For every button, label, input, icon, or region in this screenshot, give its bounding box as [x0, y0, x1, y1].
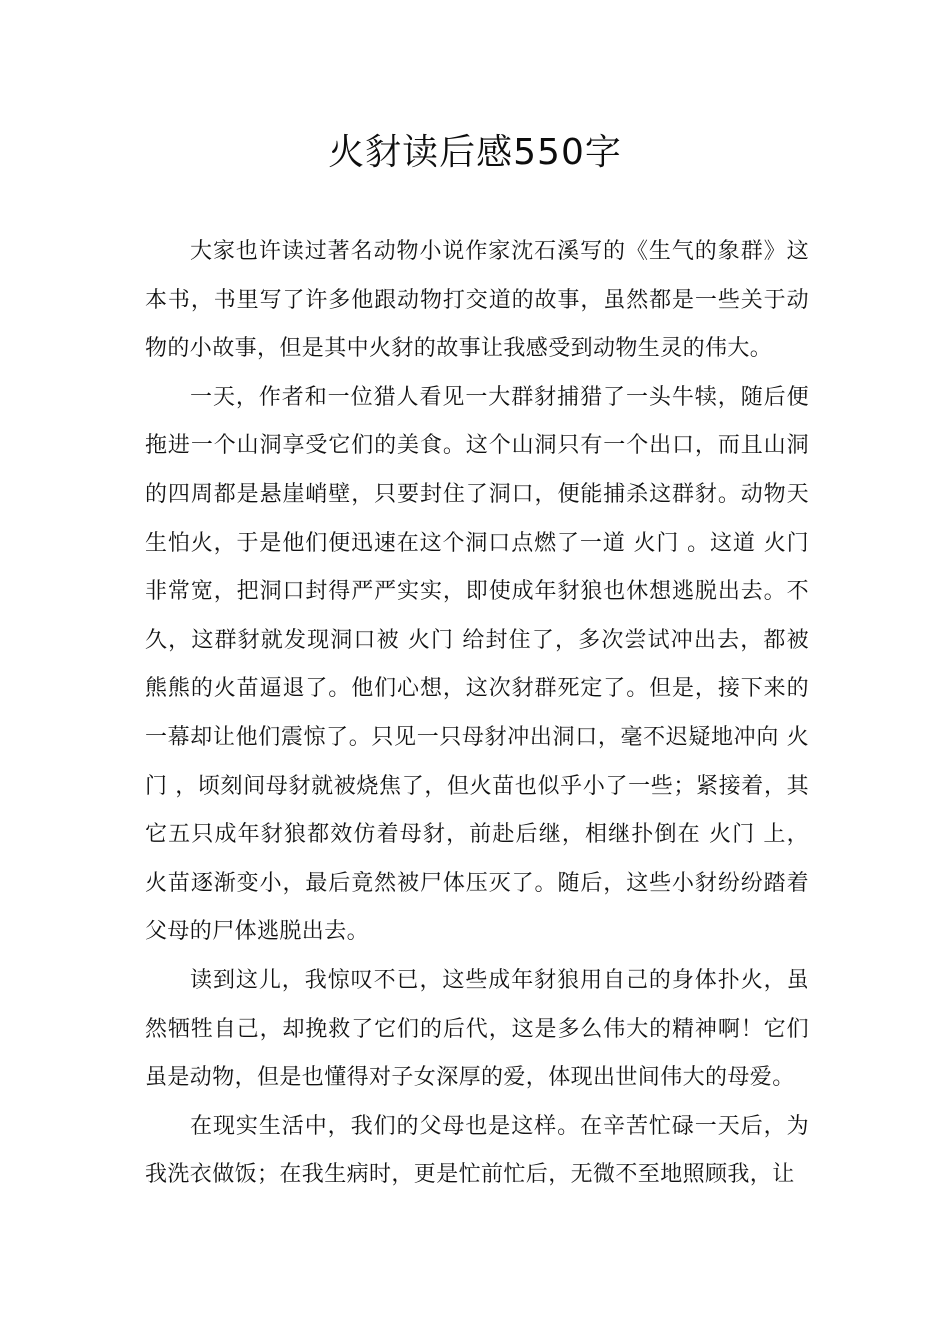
- paragraph-3: 读到这儿，我惊叹不已，这些成年豺狼用自己的身体扑火，虽然牺牲自己，却挽救了它们的后代，这是多么伟大的精神啊！它们虽是动物，但是也懂得对子女深厚的爱，体现出世间伟大的母爱。: [145, 967, 809, 1091]
- document-body: [145, 228, 809, 1200]
- paragraph-4: 在现实生活中，我们的父母也是这样。在辛苦忙碌一天后，为我洗衣做饭；在我生病时，更是忙前忙后，无微不至地照顾我，让: [145, 1113, 809, 1188]
- paragraph-1: 大家也许读过著名动物小说作家沈石溪写的《生气的象群》这本书，书里写了许多他跟动物打交道的故事，虽然都是一些关于动物的小故事，但是其中火豺的故事让我感受到动物生灵的伟大。: [145, 239, 809, 362]
- paragraph-2: 一天，作者和一位猎人看见一大群豺捕猎了一头牛犊，随后便拖进一个山洞享受它们的美食。这个山洞只有一个出口，而且山洞的四周都是悬崖峭壁，只要封住了洞口，便能捕杀这群豺。动物天生怕火，于是他们便迅速在这个洞口点燃了一道 火门 。这道 火门非常宽，把洞口封得严严实实，即使成年豺狼也休想逃脱出去。不久，这群豺就发现洞口被 火门 给封住了，多次尝试冲出去，都被熊熊的火苗逼退了。他们心想，这次豺群死定了。但是，接下来的一幕却让他们震惊了。只见一只母豺冲出洞口，毫不迟疑地冲向 火门 ，顷刻间母豺就被烧焦了，但火苗也似乎小了一些；紧接着，其它五只成年豺狼都效仿着母豺，前赴后继，相继扑倒在 火门 上，火苗逐渐变小，最后竟然被尸体压灭了。随后，这些小豺纷纷踏着父母的尸体逃脱出去。: [145, 384, 809, 945]
- document-title: 火豺读后感550字: [328, 132, 622, 173]
